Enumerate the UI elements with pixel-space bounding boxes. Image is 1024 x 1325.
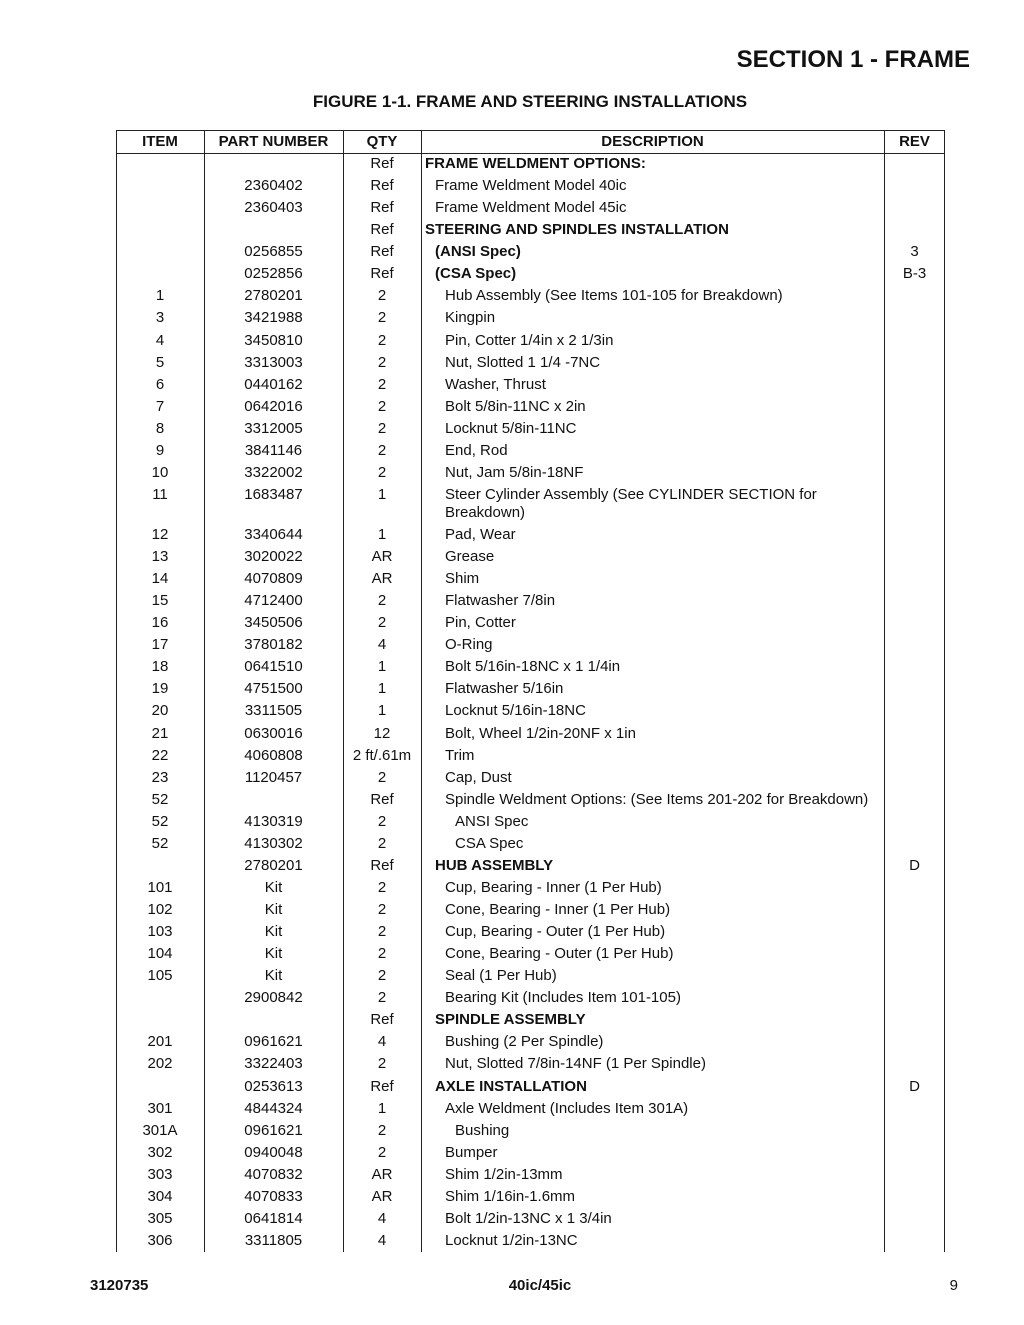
qty-cell: 2 (377, 397, 387, 415)
table-row (116, 197, 945, 219)
description-cell (422, 396, 884, 418)
part-number-cell: 3313003 (244, 353, 303, 371)
part-number-cell: 4070833 (244, 1187, 303, 1205)
qty-cell: 2 (377, 331, 387, 349)
description-text: End, Rod (445, 441, 508, 459)
table-row (116, 612, 945, 634)
item-cell: 104 (147, 945, 173, 963)
description-text: Nut, Jam 5/8in-18NF (445, 463, 584, 481)
qty-cell: 2 (377, 353, 387, 371)
item-cell: 306 (147, 1231, 173, 1249)
table-row (116, 590, 945, 612)
qty-cell: Ref (370, 1077, 394, 1095)
description-text: (ANSI Spec) (435, 243, 521, 261)
item-cell: 301A (142, 1121, 178, 1139)
description-text: Bolt, Wheel 1/2in-20NF x 1in (445, 724, 636, 742)
parts-table (116, 130, 945, 1252)
table-row (116, 524, 945, 546)
description-cell (422, 1031, 884, 1053)
table-row (116, 418, 945, 440)
description-cell (422, 833, 884, 855)
qty-cell: AR (371, 548, 393, 565)
part-number-cell: Kit (264, 967, 283, 985)
part-number-cell: 3340644 (244, 525, 303, 543)
part-number-cell: 3841146 (244, 441, 303, 459)
footer-model: 40ic/45ic (508, 1277, 572, 1294)
description-cell (422, 656, 884, 678)
table-row (116, 1230, 945, 1252)
item-cell: 9 (155, 441, 165, 459)
table-row (116, 1208, 945, 1230)
item-cell: 5 (155, 353, 165, 371)
item-cell: 302 (147, 1143, 173, 1161)
description-cell (422, 1120, 884, 1142)
table-row (116, 263, 945, 285)
description-cell (422, 1053, 884, 1075)
description-text: Bumper (445, 1143, 498, 1161)
part-number-cell: 3311505 (244, 702, 303, 720)
description-cell (422, 1009, 884, 1031)
item-cell: 8 (155, 419, 165, 437)
description-text: Cup, Bearing - Outer (1 Per Hub) (445, 923, 666, 941)
part-number-cell: 3322002 (244, 463, 303, 481)
part-number-cell: 0961621 (244, 1121, 303, 1139)
description-text: FRAME WELDMENT OPTIONS: (425, 155, 646, 172)
description-cell (422, 546, 884, 568)
part-number-cell: 2360402 (244, 177, 303, 195)
description-text: Axle Weldment (Includes Item 301A) (445, 1099, 689, 1117)
item-cell: 6 (155, 375, 165, 393)
table-row (116, 855, 945, 877)
description-text: Cone, Bearing - Inner (1 Per Hub) (445, 901, 671, 918)
footer-page-number: 9 (949, 1277, 958, 1294)
part-number-cell: 0252856 (244, 265, 303, 283)
part-number-cell: Kit (264, 878, 283, 896)
part-number-cell: 0630016 (244, 724, 303, 742)
qty-cell: 2 (377, 463, 387, 481)
description-cell (422, 767, 884, 789)
table-row (116, 374, 945, 396)
description-cell (422, 1186, 884, 1208)
description-cell (422, 1076, 884, 1098)
table-row (116, 396, 945, 418)
table-row (116, 307, 945, 329)
item-cell: 15 (151, 592, 169, 610)
part-number-cell: 3311805 (244, 1231, 303, 1249)
description-cell (422, 241, 884, 263)
description-cell (422, 921, 884, 943)
table-row (116, 943, 945, 965)
part-number-cell: 2780201 (244, 856, 303, 874)
table-row (116, 987, 945, 1009)
description-cell (422, 330, 884, 352)
description-cell (422, 634, 884, 656)
table-row (116, 899, 945, 921)
qty-cell: Ref (370, 243, 394, 261)
description-cell (422, 723, 884, 745)
column-header-rev: REV (899, 133, 930, 150)
part-number-cell: 3780182 (244, 636, 303, 654)
description-text: Cup, Bearing - Inner (1 Per Hub) (445, 878, 662, 896)
description-text: Nut, Slotted 7/8in-14NF (1 Per Spindle) (445, 1055, 706, 1073)
description-cell (422, 811, 884, 833)
description-cell (422, 943, 884, 965)
item-cell: 301 (147, 1099, 173, 1117)
qty-cell: Ref (370, 177, 394, 195)
table-row (116, 546, 945, 568)
qty-cell: 2 (377, 1121, 387, 1139)
item-cell: 304 (147, 1187, 173, 1205)
item-cell: 22 (151, 746, 169, 764)
description-text: Bushing (2 Per Spindle) (445, 1033, 604, 1051)
table-row (116, 352, 945, 374)
part-number-cell: 3312005 (244, 419, 303, 437)
description-text: Flatwasher 7/8in (445, 592, 556, 610)
item-cell: 101 (147, 878, 173, 896)
description-cell (422, 175, 884, 197)
item-cell: 202 (147, 1055, 173, 1073)
qty-cell: 2 (377, 834, 387, 852)
section-title: SECTION 1 - FRAME (736, 46, 970, 73)
qty-cell: 2 (377, 614, 387, 632)
description-cell (422, 484, 884, 522)
description-cell (422, 462, 884, 484)
table-row (116, 1120, 945, 1142)
part-number-cell: 3322403 (244, 1055, 303, 1073)
description-text: Frame Weldment Model 45ic (435, 199, 627, 217)
description-cell (422, 440, 884, 462)
qty-cell: 2 (377, 592, 387, 610)
part-number-cell: 4130319 (244, 812, 303, 830)
qty-cell: 2 (377, 441, 387, 459)
description-text: Locknut 5/8in-11NC (445, 419, 577, 437)
qty-cell: Ref (370, 199, 394, 217)
part-number-cell: 3020022 (244, 548, 303, 565)
item-cell: 19 (151, 680, 169, 698)
item-cell: 1 (155, 287, 165, 305)
description-text: AXLE INSTALLATION (435, 1077, 587, 1095)
description-cell (422, 219, 884, 241)
part-number-cell: 4070809 (244, 570, 303, 588)
description-cell (422, 877, 884, 899)
item-cell: 3 (155, 309, 165, 327)
qty-cell: 1 (377, 680, 387, 698)
part-number-cell: 4844324 (244, 1099, 303, 1117)
qty-cell: 2 (377, 1143, 387, 1161)
table-row (116, 1098, 945, 1120)
table-row (116, 440, 945, 462)
description-text: Cap, Dust (445, 768, 512, 786)
part-number-cell: 0641814 (244, 1209, 303, 1227)
rev-cell: D (909, 856, 920, 874)
table-row (116, 568, 945, 590)
table-row (116, 877, 945, 899)
description-cell (422, 1208, 884, 1230)
part-number-cell: Kit (264, 945, 283, 963)
table-row (116, 219, 945, 241)
item-cell: 102 (147, 901, 173, 918)
table-row (116, 656, 945, 678)
qty-cell: Ref (370, 856, 394, 874)
qty-cell: Ref (370, 221, 394, 239)
item-cell: 23 (151, 768, 169, 786)
table-row (116, 462, 945, 484)
table-row (116, 1053, 945, 1075)
qty-cell: 2 (377, 768, 387, 786)
item-cell: 52 (151, 812, 169, 830)
part-number-cell: 0253613 (244, 1077, 303, 1095)
item-cell: 17 (151, 636, 169, 654)
description-text: Shim (445, 570, 480, 588)
description-text: Bolt 5/16in-18NC x 1 1/4in (445, 658, 621, 676)
item-cell: 21 (151, 724, 169, 742)
part-number-cell: 4060808 (244, 746, 303, 764)
figure-title: FIGURE 1-1. FRAME AND STEERING INSTALLATIONS (312, 92, 748, 111)
description-cell (422, 374, 884, 396)
table-row (116, 1031, 945, 1053)
qty-cell: 1 (377, 702, 387, 720)
item-cell: 16 (151, 614, 169, 632)
item-cell: 18 (151, 658, 169, 676)
part-number-cell: 0256855 (244, 243, 303, 261)
description-cell (422, 700, 884, 722)
part-number-cell: 4070832 (244, 1165, 303, 1183)
qty-cell: 2 (377, 923, 387, 941)
table-row (116, 700, 945, 722)
column-header-description: DESCRIPTION (601, 133, 704, 150)
part-number-cell: Kit (264, 901, 283, 918)
table-row (116, 789, 945, 811)
item-cell: 4 (155, 331, 165, 349)
column-header-qty: QTY (366, 133, 398, 150)
table-row (116, 175, 945, 197)
qty-cell: Ref (370, 265, 394, 283)
part-number-cell: 2360403 (244, 199, 303, 217)
qty-cell: Ref (370, 790, 394, 808)
item-cell: 7 (155, 397, 165, 415)
description-text: SPINDLE ASSEMBLY (435, 1011, 586, 1029)
description-text: Steer Cylinder Assembly (See CYLINDER SECTION for Breakdown) (445, 485, 817, 521)
table-row (116, 484, 945, 524)
part-number-cell: 3421988 (244, 309, 303, 327)
description-text: Seal (1 Per Hub) (445, 967, 557, 985)
description-text: Hub Assembly (See Items 101-105 for Breakdown) (445, 287, 783, 305)
description-cell (422, 899, 884, 921)
item-cell: 11 (152, 485, 168, 503)
table-row (116, 153, 945, 175)
qty-cell: 2 (377, 901, 387, 918)
qty-cell: AR (371, 1187, 393, 1205)
description-text: Bolt 5/8in-11NC x 2in (445, 397, 586, 415)
table-row (116, 285, 945, 307)
description-cell (422, 352, 884, 374)
item-cell: 52 (151, 834, 169, 852)
footer-doc-number: 3120735 (90, 1277, 149, 1294)
description-text: Cone, Bearing - Outer (1 Per Hub) (445, 945, 674, 963)
description-cell (422, 678, 884, 700)
qty-cell: 4 (377, 1209, 387, 1227)
part-number-cell: 0961621 (244, 1033, 303, 1051)
item-cell: 103 (147, 923, 173, 941)
description-text: O-Ring (445, 636, 493, 654)
description-text: Spindle Weldment Options: (See Items 201-202 for Breakdown) (445, 790, 869, 808)
table-row (116, 241, 945, 263)
description-text: Shim 1/2in-13mm (445, 1165, 563, 1183)
part-number-cell: 4130302 (244, 834, 303, 852)
description-cell (422, 855, 884, 877)
part-number-cell: 4751500 (244, 680, 303, 698)
description-text: Locknut 1/2in-13NC (445, 1231, 578, 1249)
qty-cell: AR (371, 570, 393, 588)
qty-cell: AR (371, 1165, 393, 1183)
description-cell (422, 1142, 884, 1164)
table-row (116, 833, 945, 855)
item-cell: 14 (151, 570, 169, 588)
description-text: Bushing (455, 1121, 510, 1139)
table-row (116, 965, 945, 987)
description-text: HUB ASSEMBLY (435, 856, 554, 874)
part-number-cell: 2900842 (244, 989, 303, 1007)
item-cell: 201 (147, 1033, 173, 1051)
description-text: Grease (445, 548, 495, 565)
description-text: Pin, Cotter 1/4in x 2 1/3in (445, 331, 614, 349)
item-cell: 12 (151, 525, 169, 543)
rev-cell: B-3 (902, 265, 927, 283)
description-cell (422, 1098, 884, 1120)
table-row (116, 1164, 945, 1186)
table-row (116, 678, 945, 700)
part-number-cell: 0642016 (244, 397, 303, 415)
part-number-cell: 4712400 (244, 592, 303, 610)
table-row (116, 1009, 945, 1031)
qty-cell: 2 (377, 1055, 387, 1073)
column-header-item: ITEM (142, 133, 178, 150)
table-row (116, 634, 945, 656)
description-text: CSA Spec (455, 834, 524, 852)
description-cell (422, 197, 884, 219)
qty-cell: 2 (377, 812, 387, 830)
item-cell: 105 (147, 967, 173, 985)
qty-cell: 2 (377, 287, 387, 305)
description-cell (422, 612, 884, 634)
qty-cell: 2 (377, 419, 387, 437)
description-cell (422, 153, 884, 175)
qty-cell: 2 (377, 878, 387, 896)
qty-cell: 4 (377, 636, 387, 654)
qty-cell: 1 (377, 658, 387, 676)
description-cell (422, 307, 884, 329)
description-text: (CSA Spec) (435, 265, 517, 283)
table-row (116, 767, 945, 789)
description-text: ANSI Spec (455, 812, 529, 830)
qty-cell: 12 (373, 724, 391, 742)
description-text: Pin, Cotter (445, 614, 516, 632)
qty-cell: 4 (377, 1033, 387, 1051)
part-number-cell: 0641510 (244, 658, 303, 676)
qty-cell: 2 (377, 309, 387, 327)
qty-cell: Ref (370, 1011, 394, 1029)
table-row (116, 811, 945, 833)
part-number-cell: 2780201 (244, 287, 303, 305)
item-cell: 13 (151, 548, 169, 565)
description-cell (422, 987, 884, 1009)
description-cell (422, 285, 884, 307)
description-text: Washer, Thrust (445, 375, 546, 393)
qty-cell: 2 (377, 375, 387, 393)
part-number-cell: 3450810 (244, 331, 303, 349)
rev-cell: 3 (910, 243, 919, 261)
qty-cell: 2 (377, 967, 387, 985)
description-text: Flatwasher 5/16in (445, 680, 564, 698)
table-row (116, 1076, 945, 1098)
description-text: Trim (445, 746, 475, 764)
description-cell (422, 568, 884, 590)
column-header-part-number: PART NUMBER (218, 133, 329, 150)
part-number-cell: 1683487 (244, 485, 303, 503)
description-cell (422, 1164, 884, 1186)
part-number-cell: Kit (264, 923, 283, 941)
part-number-cell: 0440162 (244, 375, 303, 393)
qty-cell: 2 ft/.61m (352, 746, 412, 764)
description-text: Locknut 5/16in-18NC (445, 702, 586, 720)
qty-cell: Ref (370, 155, 394, 172)
qty-cell: 1 (377, 1099, 387, 1117)
item-cell: 52 (151, 790, 169, 808)
table-row (116, 1142, 945, 1164)
qty-cell: 4 (377, 1231, 387, 1249)
part-number-cell: 3450506 (244, 614, 303, 632)
qty-cell: 1 (377, 485, 387, 503)
description-text: Shim 1/16in-1.6mm (445, 1187, 576, 1205)
table-row (116, 330, 945, 352)
item-cell: 20 (151, 702, 169, 720)
description-cell (422, 789, 884, 811)
part-number-cell: 0940048 (244, 1143, 303, 1161)
description-text: Pad, Wear (445, 525, 516, 543)
table-row (116, 723, 945, 745)
description-text: STEERING AND SPINDLES INSTALLATION (425, 221, 729, 239)
description-cell (422, 745, 884, 767)
table-body (116, 153, 945, 1252)
description-cell (422, 1230, 884, 1252)
item-cell: 10 (151, 463, 169, 481)
description-cell (422, 524, 884, 546)
qty-cell: 2 (377, 945, 387, 963)
table-row (116, 921, 945, 943)
description-cell (422, 590, 884, 612)
description-cell (422, 418, 884, 440)
table-row (116, 745, 945, 767)
qty-cell: 1 (377, 525, 387, 543)
description-text: Bearing Kit (Includes Item 101-105) (445, 989, 681, 1007)
qty-cell: 2 (377, 989, 387, 1007)
table-row (116, 1186, 945, 1208)
description-cell (422, 263, 884, 285)
description-text: Frame Weldment Model 40ic (435, 177, 627, 195)
description-text: Bolt 1/2in-13NC x 1 3/4in (445, 1209, 612, 1227)
description-text: Nut, Slotted 1 1/4 -7NC (445, 353, 601, 371)
part-number-cell: 1120457 (244, 768, 303, 786)
item-cell: 303 (147, 1165, 173, 1183)
rev-cell: D (909, 1077, 920, 1095)
description-text: Kingpin (445, 309, 496, 327)
item-cell: 305 (147, 1209, 173, 1227)
description-cell (422, 965, 884, 987)
